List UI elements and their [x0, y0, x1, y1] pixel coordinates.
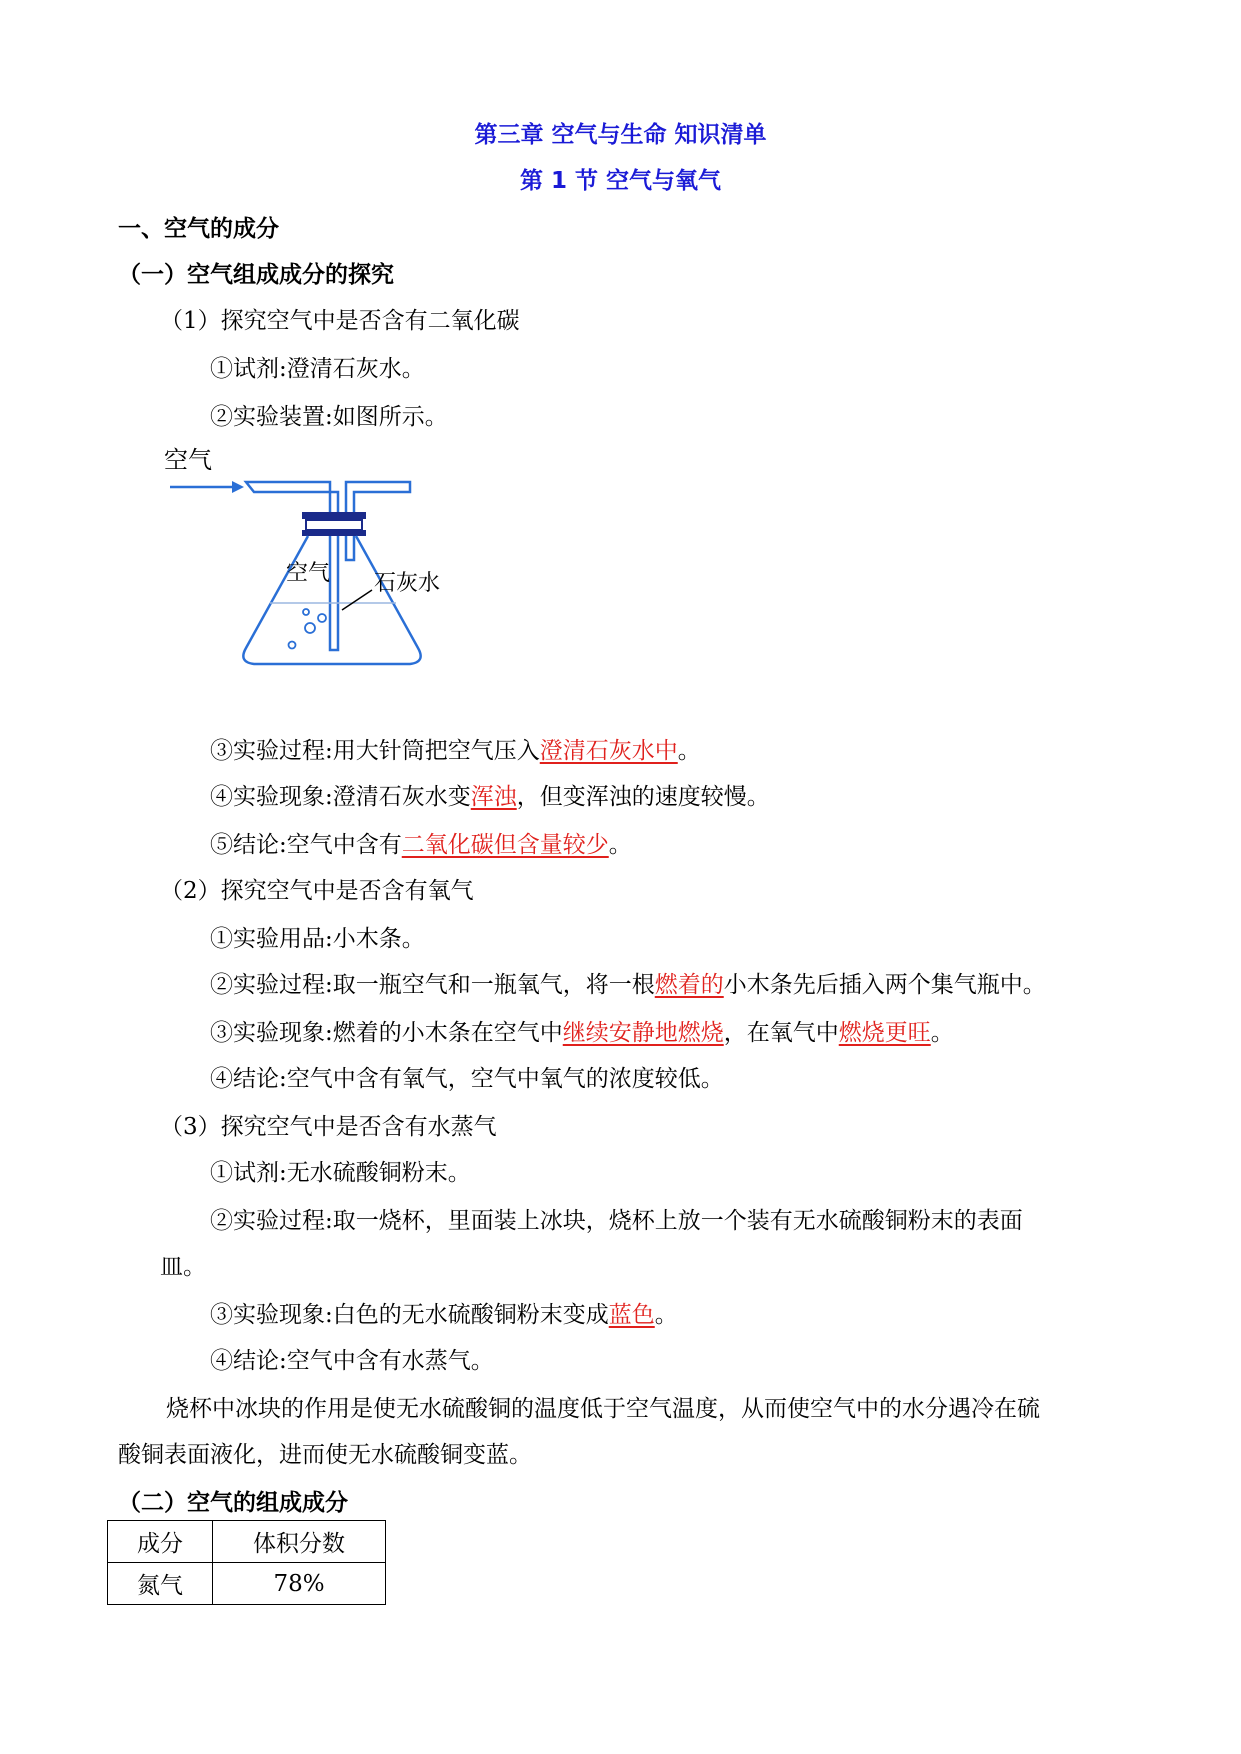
exp3-item1: ①试剂:无水硫酸铜粉末。	[210, 1160, 471, 1186]
apparatus-diagram	[160, 440, 520, 690]
text: ，在氧气中	[723, 1020, 839, 1046]
exp1-heading: （1）探究空气中是否含有二氧化碳	[160, 308, 520, 334]
exp2-item3	[210, 1018, 954, 1048]
answer-text: 蓝色	[608, 1302, 655, 1328]
exp3-item4: ④结论:空气中含有水蒸气。	[210, 1348, 494, 1374]
table-cell: 78%	[213, 1563, 386, 1605]
text: ②实验过程:取一瓶空气和一瓶氧气，将一根	[210, 972, 655, 998]
answer-text: 燃着的	[654, 972, 724, 998]
text: ③实验过程:用大针筒把空气压入	[210, 738, 540, 764]
subheading-composition: （二）空气的组成成分	[118, 1490, 348, 1516]
answer-text: 浑浊	[470, 784, 517, 810]
text: ，但变浑浊的速度较慢。	[516, 784, 770, 810]
exp2-heading: （2）探究空气中是否含有氧气	[160, 878, 474, 904]
exp2-item4: ④结论:空气中含有氧气，空气中氧气的浓度较低。	[210, 1066, 724, 1092]
text: ③实验现象:燃着的小木条在空气中	[210, 1020, 563, 1046]
text: 。	[608, 832, 632, 858]
limewater-label: 石灰水	[374, 571, 441, 596]
chapter-title: 第三章 空气与生命 知识清单	[474, 122, 767, 148]
stopper-icon	[302, 512, 366, 536]
text: ④实验现象:澄清石灰水变	[210, 784, 471, 810]
exp1-item1: ①试剂:澄清石灰水。	[210, 356, 425, 382]
text: 。	[677, 738, 701, 764]
exp3-note-cont: 酸铜表面液化，进而使无水硫酸铜变蓝。	[118, 1442, 532, 1468]
table-cell: 氮气	[108, 1563, 213, 1605]
composition-table	[107, 1520, 386, 1605]
answer-text: 澄清石灰水中	[539, 738, 678, 764]
flask-icon	[243, 536, 420, 664]
text: 小木条先后插入两个集气瓶中。	[723, 972, 1046, 998]
exp3-item3	[210, 1300, 678, 1330]
exp3-note: 烧杯中冰块的作用是使无水硫酸铜的温度低于空气温度，从而使空气中的水分遇冷在硫	[166, 1396, 1040, 1422]
table-header-row	[108, 1521, 386, 1563]
exp2-item1: ①实验用品:小木条。	[210, 926, 425, 952]
table-row	[108, 1563, 386, 1605]
exp1-item3	[210, 736, 701, 766]
exp1-item5	[210, 830, 632, 860]
table-header: 成分	[108, 1521, 213, 1563]
exp3-item2: ②实验过程:取一烧杯，里面装上冰块，烧杯上放一个装有无水硫酸铜粉末的表面	[210, 1208, 1023, 1234]
exp1-item4	[210, 782, 770, 812]
exp2-item2	[210, 970, 1046, 1000]
answer-text: 继续安静地燃烧	[562, 1020, 724, 1046]
bubbles-icon	[289, 609, 327, 649]
text: ③实验现象:白色的无水硫酸铜粉末变成	[210, 1302, 609, 1328]
text: 。	[654, 1302, 678, 1328]
arrow-icon	[170, 481, 244, 493]
answer-text: 燃烧更旺	[838, 1020, 931, 1046]
text: ⑤结论:空气中含有	[210, 832, 402, 858]
air-bubble-label: 空气	[286, 561, 331, 586]
text: 。	[930, 1020, 954, 1046]
section-title: 第 1 节 空气与氧气	[519, 168, 722, 194]
exp1-item2: ②实验装置:如图所示。	[210, 404, 448, 430]
exp3-heading: （3）探究空气中是否含有水蒸气	[160, 1114, 497, 1140]
heading-air-composition: 一、空气的成分	[118, 216, 279, 242]
answer-text: 二氧化碳但含量较少	[401, 832, 609, 858]
leader-line	[342, 590, 372, 610]
table-header: 体积分数	[213, 1521, 386, 1563]
subheading-exploration: （一）空气组成成分的探究	[118, 262, 394, 288]
exp3-item2-cont: 皿。	[160, 1254, 206, 1280]
air-inlet-label: 空气	[164, 446, 212, 474]
